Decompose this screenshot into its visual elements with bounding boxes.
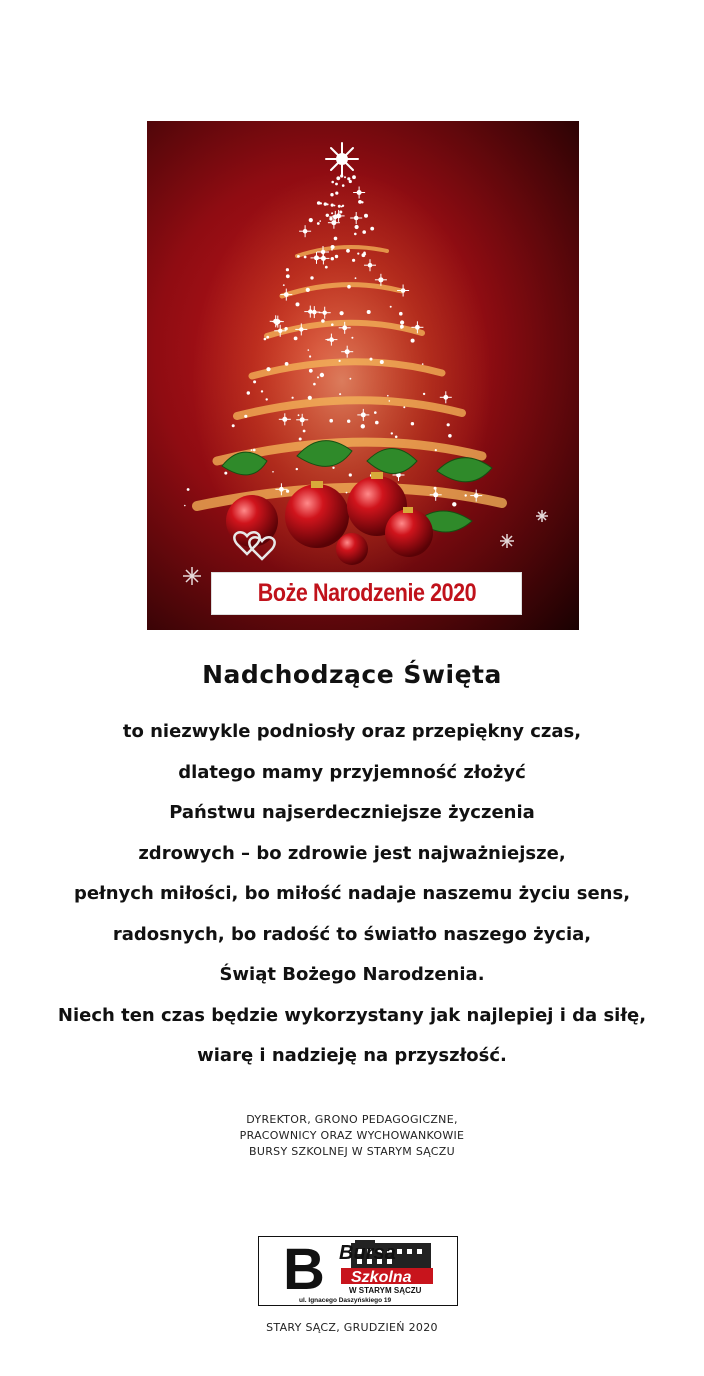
sparkle [184, 505, 186, 507]
sparkle [286, 490, 289, 493]
sparkle [266, 398, 268, 400]
sparkle [266, 367, 270, 371]
sparkle [346, 249, 350, 253]
logo-address: ul. Ignacego Daszyńskiego 19 [299, 1297, 392, 1304]
bursa-logo-graphic [259, 1237, 456, 1304]
sparkle [283, 284, 285, 286]
sparkle [340, 174, 343, 177]
sparkle [294, 337, 298, 341]
sparkle [340, 311, 344, 315]
logo-word-bursa: Bursa [339, 1242, 396, 1264]
sparkle [422, 363, 424, 365]
sparkle [296, 468, 298, 470]
sparkle [251, 449, 253, 451]
sparkle [435, 449, 437, 451]
sparkle [374, 411, 377, 414]
sparkle [304, 256, 307, 259]
greeting-line: zdrowych – bo zdrowie jest najważniejsze, [138, 842, 566, 864]
greeting-line: Świąt Bożego Narodzenia. [219, 964, 485, 985]
logo-word-location: W STARYM SĄCZU [349, 1286, 422, 1295]
sparkle [310, 276, 313, 279]
sparkle [336, 176, 340, 180]
sparkle [447, 423, 450, 426]
sparkle [325, 266, 328, 269]
signature-block [0, 1112, 704, 1160]
sparkle [375, 421, 379, 425]
bursa-logo [258, 1236, 458, 1306]
greeting-line: pełnych miłości, bo miłość nadaje naszemu życiu sens, [73, 883, 631, 904]
sparkle [331, 245, 335, 249]
sparkle [357, 253, 359, 255]
sparkle [331, 323, 334, 326]
sparkle [266, 336, 269, 339]
sparkle [391, 432, 393, 434]
sparkle [350, 378, 352, 380]
sparkle [344, 176, 346, 178]
sparkle [324, 202, 327, 205]
sparkle [320, 202, 322, 204]
greeting-line: radosnych, bo radość to światło naszego życia, [112, 923, 592, 945]
sparkle [367, 310, 371, 314]
sparkle [339, 211, 342, 214]
card-banner [211, 572, 522, 615]
sparkle [448, 434, 452, 438]
sparkle [364, 214, 368, 218]
greeting-line: dlatego mamy przyjemność złożyć [178, 761, 526, 783]
sparkle [313, 383, 316, 386]
sparkle [362, 253, 366, 257]
sparkle [309, 355, 311, 357]
sparkle [361, 201, 363, 203]
sparkle [261, 390, 263, 392]
sparkle [320, 373, 324, 377]
sparkle [361, 424, 365, 428]
sparkle [329, 217, 332, 220]
sparkle [317, 376, 319, 378]
sparkle [308, 396, 312, 400]
sparkle [355, 225, 359, 229]
sparkle [352, 175, 356, 179]
sparkle [362, 230, 366, 234]
sparkle [387, 395, 389, 397]
greeting-line: wiarę i nadzieję na przyszłość. [197, 1045, 507, 1066]
sparkle [347, 177, 350, 180]
sparkle [272, 471, 274, 473]
sparkle [187, 488, 190, 491]
sparkle [355, 277, 357, 279]
sparkle [285, 362, 289, 366]
sparkle [286, 274, 290, 278]
greeting-line: Państwu najserdeczniejsze życzenia [169, 802, 535, 823]
sparkle [335, 192, 338, 195]
sparkle [299, 438, 302, 441]
sparkle [321, 319, 325, 323]
greeting-text [0, 712, 704, 1077]
sparkle [303, 430, 306, 433]
sparkle [338, 205, 341, 208]
sparkle [334, 237, 338, 241]
footer-place-date: STARY SĄCZ, GRUDZIEŃ 2020 [266, 1321, 438, 1334]
sparkle [331, 204, 334, 207]
sparkle [286, 268, 289, 271]
sparkle [400, 320, 404, 324]
sparkle [339, 393, 341, 395]
sparkle [465, 494, 467, 496]
sparkle [330, 338, 334, 342]
sparkle [309, 369, 313, 373]
sparkle [329, 419, 333, 423]
sparkle [349, 473, 352, 476]
sparkle [331, 181, 334, 184]
christmas-card-image [147, 121, 579, 630]
sparkle [296, 302, 300, 306]
sparkle [452, 502, 456, 506]
sparkle [400, 327, 402, 329]
sparkle [331, 249, 333, 251]
sparkle [298, 414, 300, 416]
page-title: Nadchodzące Święta [202, 660, 502, 689]
greeting-line: Niech ten czas będzie wykorzystany jak najlepiej i da siłę, [57, 1004, 647, 1026]
sparkle [331, 257, 334, 260]
sparkle [347, 420, 350, 423]
sparkle [349, 180, 352, 183]
sparkle [335, 255, 338, 258]
sparkle [341, 206, 343, 208]
sparkle [326, 214, 329, 217]
sparkle [247, 391, 250, 394]
sparkle [354, 233, 357, 236]
sparkle [253, 449, 256, 452]
sparkle [317, 222, 320, 225]
sparkle [352, 259, 355, 262]
sparkle [331, 212, 333, 214]
sparkle [327, 203, 329, 205]
sparkle [395, 436, 398, 439]
christmas-tree-illustration [147, 121, 579, 630]
sparkle [330, 193, 333, 196]
sparkle [399, 312, 403, 316]
sparkle [244, 415, 247, 418]
sparkle [370, 227, 374, 231]
sparkle [224, 472, 227, 475]
sparkle [309, 218, 313, 222]
sparkle [253, 380, 256, 383]
sparkle [403, 406, 405, 408]
sparkle [297, 255, 300, 258]
sparkle [308, 349, 310, 351]
greeting-line: to niezwykle podniosły oraz przepiękny czas, [122, 721, 582, 742]
sparkle [335, 183, 338, 186]
sparkle [327, 339, 329, 341]
card-banner-text: Boże Narodzenie 2020 [257, 579, 476, 607]
sparkle [351, 337, 353, 339]
svg-text:B: B [283, 1237, 325, 1302]
sparkle [334, 205, 336, 207]
sparkle [332, 467, 334, 469]
sparkle [339, 360, 341, 362]
sparkle [370, 358, 373, 361]
sparkle [347, 285, 351, 289]
sparkle [232, 424, 235, 427]
sparkle [319, 220, 321, 222]
sparkle [380, 360, 384, 364]
sparkle [264, 338, 267, 341]
signature-line: BURSY SZKOLNEJ W STARYM SĄCZU [249, 1145, 455, 1158]
logo-word-szkolna: Szkolna [351, 1269, 412, 1286]
sparkle [346, 492, 348, 494]
sparkle [390, 306, 392, 308]
sparkle [423, 393, 425, 395]
sparkle [389, 400, 391, 402]
sparkle [342, 184, 345, 187]
sparkle [411, 339, 415, 343]
signature-line: PRACOWNICY ORAZ WYCHOWANKOWIE [239, 1129, 465, 1142]
sparkle [292, 397, 294, 399]
sparkle [284, 327, 287, 330]
sparkle [411, 422, 414, 425]
signature-line: DYREKTOR, GRONO PEDAGOGICZNE, [246, 1113, 458, 1126]
sparkle [306, 288, 310, 292]
